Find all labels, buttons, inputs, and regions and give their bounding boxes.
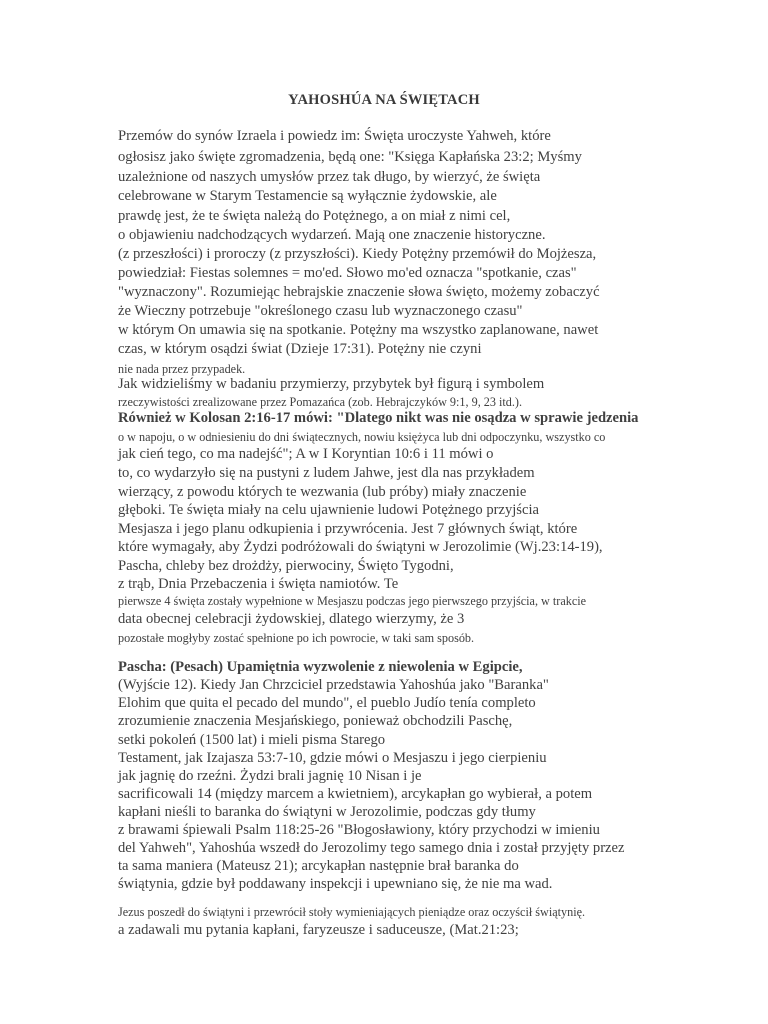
text-line: pierwsze 4 święta zostały wypełnione w Mesjaszu podczas jego pierwszego przyjścia, w trakcie [118,594,587,608]
text-line: setki pokoleń (1500 lat) i mieli pisma Starego [118,732,386,748]
text-line: a zadawali mu pytania kapłani, faryzeusze i saduceusze, (Mat.21:23; [118,922,519,938]
text-line: z trąb, Dnia Przebaczenia i święta namiotów. Te [118,576,399,592]
text-line: sacrificowali 14 (między marcem a kwietniem), arcykapłan go wybierał, a potem [118,786,593,802]
text-line: Jak widzieliśmy w badaniu przymierzy, przybytek był figurą i symbolem [118,376,545,392]
text-line: które wymagały, aby Żydzi podróżowali do świątyni w Jerozolimie (Wj.23:14-19), [118,539,603,555]
text-line: o objawieniu nadchodzących wydarzeń. Mają one znaczenie historyczne. [118,227,546,243]
text-line: wierzący, z powodu których te wezwania (lub próby) miały znaczenie [118,484,527,500]
text-line: Również w Kolosan 2:16-17 mówi: "Dlatego nikt was nie osądza w sprawie jedzenia [118,410,639,426]
page-title: YAHOSHÚA NA ŚWIĘTACH [288,92,480,108]
text-line: rzeczywistości zrealizowane przez Pomazańca (zob. Hebrajczyków 9:1, 9, 23 itd.). [118,395,523,409]
text-line: Testament, jak Izajasza 53:7-10, gdzie mówi o Mesjaszu i jego cierpieniu [118,750,547,766]
text-line: "wyznaczony". Rozumiejąc hebrajskie znaczenie słowa święto, możemy zobaczyć [118,284,600,300]
text-line: (z przeszłości) i proroczy (z przyszłości). Kiedy Potężny przemówił do Mojżesza, [118,246,597,262]
text-line: w którym On umawia się na spotkanie. Potężny ma wszystko zaplanowane, nawet [118,322,599,338]
text-line: czas, w którym osądzi świat (Dzieje 17:31). Potężny nie czyni [118,341,482,357]
text-line: del Yahweh", Yahoshúa wszedł do Jerozolimy tego samego dnia i został przyjęty przez [118,840,625,856]
text-line: data obecnej celebracji żydowskiej, dlatego wierzymy, że 3 [118,611,465,627]
text-line: głęboki. Te święta miały na celu ujawnienie ludowi Potężnego przyjścia [118,502,539,518]
text-line: jak cień tego, co ma nadejść"; A w I Koryntian 10:6 i 11 mówi o [118,446,494,462]
text-line: jak jagnię do rzeźni. Żydzi brali jagnię 10 Nisan i je [118,768,422,784]
text-line: z brawami śpiewali Psalm 118:25-26 "Błogosławiony, który przychodzi w imieniu [118,822,600,838]
text-line: powiedział: Fiestas solemnes = mo'ed. Słowo mo'ed oznacza "spotkanie, czas" [118,265,577,281]
text-line: Pascha, chleby bez drożdży, pierwociny, Święto Tygodni, [118,558,454,574]
text-line: Przemów do synów Izraela i powiedz im: Święta uroczyste Yahweh, które [118,128,551,144]
text-line: (Wyjście 12). Kiedy Jan Chrzciciel przedstawia Yahoshúa jako "Baranka" [118,677,549,693]
text-line: Pascha: (Pesach) Upamiętnia wyzwolenie z niewolenia w Egipcie, [118,659,523,675]
text-line: że Wieczny potrzebuje "określonego czasu lub wyznaczonego czasu" [118,303,523,319]
text-line: Jezus poszedł do świątyni i przewrócił stoły wymieniających pieniądze oraz oczyścił świątynię. [118,905,586,919]
text-line: zrozumienie znaczenia Mesjańskiego, ponieważ obchodzili Paschę, [118,713,513,729]
text-line: pozostałe mogłyby zostać spełnione po ich powrocie, w taki sam sposób. [118,631,475,645]
text-line: celebrowane w Starym Testamencie są wyłącznie żydowskie, ale [118,188,497,204]
text-line: prawdę jest, że te święta należą do Potężnego, a on miał z nimi cel, [118,208,511,224]
text-line: kapłani nieśli to baranka do świątyni w Jerozolimie, podczas gdy tłumy [118,804,536,820]
text-line: uzależnione od naszych umysłów przez tak długo, by wierzyć, że święta [118,169,541,185]
text-line: to, co wydarzyło się na pustyni z ludem Jahwe, jest dla nas przykładem [118,465,535,481]
text-line: ogłosisz jako święte zgromadzenia, będą one: "Księga Kapłańska 23:2; Myśmy [118,149,582,165]
text-line: o w napoju, o w odniesieniu do dni świątecznych, nowiu księżyca lub dni odpoczynku, wszystko co [118,430,606,444]
text-line: ta sama maniera (Mateusz 21); arcykapłan następnie brał baranka do [118,858,519,874]
text-line: świątynia, gdzie był poddawany inspekcji i upewniano się, że nie ma wad. [118,876,553,892]
text-line: Mesjasza i jego planu odkupienia i przywrócenia. Jest 7 głównych świąt, które [118,521,578,537]
text-line: nie nada przez przypadek. [118,362,246,376]
text-line: Elohim que quita el pecado del mundo", el pueblo Judío tenía completo [118,695,536,711]
